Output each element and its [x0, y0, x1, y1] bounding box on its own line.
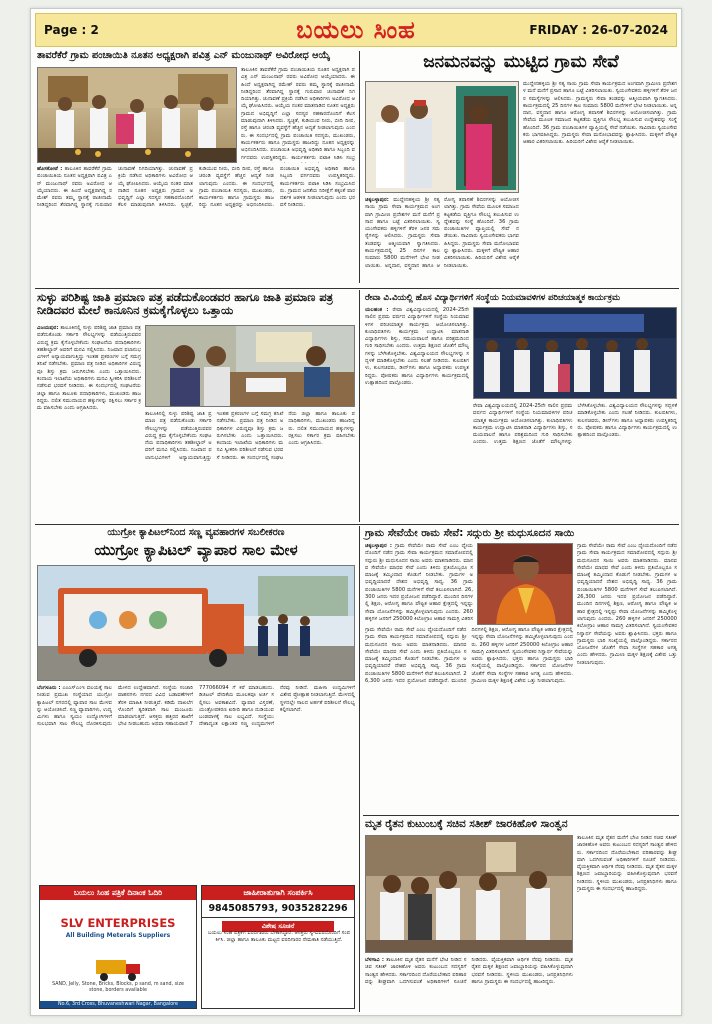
story4-body — [473, 403, 677, 521]
story-minister-condolence — [365, 819, 677, 831]
ad-phone-numbers: 9845085793, 9035282296 — [202, 900, 354, 918]
story-grama-seve — [365, 53, 677, 72]
masthead — [35, 13, 677, 47]
ad-slv-enterprises — [39, 885, 197, 1009]
ad-notice-header: ವಿಶೇಷ ಸೂಚನೆ — [222, 921, 334, 932]
column-rule — [359, 526, 360, 1012]
headline: ಜನಮನವನ್ನು ಮುಟ್ಟಿದ ಗ್ರಾಮ ಸೇವೆ — [423, 52, 619, 72]
story5-body — [37, 685, 355, 881]
body-text: ರೇವಾ ವಿಶ್ವವಿದ್ಯಾಲಯದಲ್ಲಿ 2024-25ನೇ ಸಾಲಿನ ಪ್ರಥಮ ವರ್ಷದ ವಿದ್ಯಾರ್ಥಿಗಳಿಗೆ ಸಂಸ್ಥೆಯ ನಿಯಮಾವಳಿಗಳ ಪರಿಚಯಾತ್ಮಕ ಕಾರ್ಯಕ್ರಮ ಆಯೋಜಿಸಲಾಗಿತ್ತು. ಕುಲಾಧಿಪತಿಗಳು ಕಾರ್ಯಕ್ರಮ ಉದ್ಘಾಟಿಸಿ ಮಾತನಾಡಿ ವಿದ್ಯಾರ್ಥಿಗಳು ಶಿಸ್ತು, ಸಮಯಪಾಲನೆ ಹಾಗೂ ಪರಿಶ್ರಮದಿಂದ ಗುರಿ ಸಾಧಿಸಬೇಕು ಎಂದರು. ಉತ್ತಮ ಶಿಕ್ಷಣದ ಜೊತೆಗೆ ಮೌಲ್ಯಗಳನ್ನು ಬೆಳೆಸಿಕೊಳ್ಳಬೇಕು. ವಿಶ್ವವಿದ್ಯಾಲಯದ ಸೌಲಭ್ಯಗಳನ್ನು ಸದ್ಬಳಕೆ ಮಾಡಿಕೊಳ್ಳಬೇಕು ಎಂದು ಸಲಹೆ ನೀಡಿದರು. ಕುಲಪತಿಗಳು, ಕುಲಸಚಿವರು, ಡೀನ್‌ಗಳು ಹಾಗೂ ಅಧ್ಯಾಪಕರು ಉಪಸ್ಥಿತರಿದ್ದರು. ಪೋಷಕರು ಹಾಗೂ ವಿದ್ಯಾರ್ಥಿಗಳು ಕಾರ್ಯಕ್ರಮದಲ್ಲಿ ಉತ್ಸಾಹದಿಂದ ಪಾಲ್ಗೊಂಡರು. — [473, 403, 677, 446]
body-text: ತಾಲೂಕಿನ ಮೃತ ರೈತನ ಮನೆಗೆ ಭೇಟಿ ನೀಡಿದ ಸಚಿವ ಸತೀಶ್ ಜಾರಕಿಹೊಳಿ ಅವರು ಕುಟುಂಬದ ಸದಸ್ಯರಿಗೆ ಸಾಂತ್ವನ ಹೇಳಿದರು. ಸರ್ಕಾರದಿಂದ ದೊರೆಯಬೇಕಾದ ಪರಿಹಾರವನ್ನು ಶೀಘ್ರವಾಗಿ ಒದಗಿಸುವಂತೆ ಅಧಿಕಾರಿಗಳಿಗೆ ಸೂಚನೆ ನೀಡಿದರು. ವೈಯಕ್ತಿಕವಾಗಿ ಆರ್ಥಿಕ ನೆರವು ನೀಡಿದರು. ಮೃತ ರೈತನ ಮಕ್ಕಳ ಶಿಕ್ಷಣದ ಜವಾಬ್ದಾರಿಯನ್ನು ವಹಿಸಿಕೊಳ್ಳುವುದಾಗಿ ಭರವಸೆ ನೀಡಿದರು. ಸ್ಥಳೀಯ ಮುಖಂಡರು, ಜನಪ್ರತಿನಿಧಿಗಳು ಹಾಗೂ ಗ್ರಾಮಸ್ಥರು ಈ ಸಂದರ್ಭದಲ್ಲಿ ಹಾಜರಿದ್ದರು. — [577, 835, 677, 893]
truck-icon — [94, 952, 144, 982]
body-text: ತಾಲೂಕಿನ ಮೃತ ರೈತನ ಮನೆಗೆ ಭೇಟಿ ನೀಡಿದ ಸಚಿವ ಸತೀಶ್ ಜಾರಕಿಹೊಳಿ ಅವರು ಕುಟುಂಬದ ಸದಸ್ಯರಿಗೆ ಸಾಂತ್ವನ ಹೇಳಿದರು. ಸರ್ಕಾರದಿಂದ ದೊರೆಯಬೇಕಾದ ಪರಿಹಾರವನ್ನು ಶೀಘ್ರವಾಗಿ ಒದಗಿಸುವಂತೆ ಅಧಿಕಾರಿಗಳಿಗೆ ಸೂಚನೆ ನೀಡಿದರು. ವೈಯಕ್ತಿಕವಾಗಿ ಆರ್ಥಿಕ ನೆರವು ನೀಡಿದರು. ಮೃತ ರೈತನ ಮಕ್ಕಳ ಶಿಕ್ಷಣದ ಜವಾಬ್ದಾರಿಯನ್ನು ವಹಿಸಿಕೊಳ್ಳುವುದಾಗಿ ಭರವಸೆ ನೀಡಿದರು. ಸ್ಥಳೀಯ ಮುಖಂಡರು, ಜನಪ್ರತಿನಿಧಿಗಳು ಹಾಗೂ ಗ್ರಾಮಸ್ಥರು ಈ ಸಂದರ್ಭದಲ್ಲಿ ಹಾಜರಿದ್ದರು. — [365, 957, 573, 985]
story6-body — [365, 627, 573, 811]
page-number: Page : 2 — [44, 23, 99, 37]
body-text: ಗ್ರಾಮ ಸೇವೆಯೇ ರಾಮ ಸೇವೆ ಎಂಬ ಧ್ಯೇಯದೊಂದಿಗೆ ನಡೆದ ಗ್ರಾಮ ಸೇವಾ ಕಾರ್ಯಕ್ರಮದ ಸಮಾರೋಪದಲ್ಲಿ ಸದ್ಗುರು ಶ್ರೀ ಮಧುಸೂದನ ಸಾಯಿ ಅವರು ಮಾತನಾಡಿದರು. ಮಾನವ ಸೇವೆಯೇ ಮಾಧವ ಸೇವೆ ಎಂದು ತಿಳಿದು ಪ್ರತಿಯೊಬ್ಬರೂ ಸಮಾಜಕ್ಕೆ ತಮ್ಮಿಂದಾದ ಕೊಡುಗೆ ನೀಡಬೇಕು. ಗ್ರಾಮಗಳ ಅಭಿವೃದ್ಧಿಯಾದರೆ ದೇಶದ ಅಭಿವೃದ್ಧಿ ಸಾಧ್ಯ. 36 ಗ್ರಾಮ ಪಂಚಾಯಿತಿಗಳ 5800 ಮನೆಗಳಿಗೆ ಸೇವೆ ತಲುಪಿಸಲಾಗಿದೆ. 26,300 ಜನರು ಇದರ ಪ್ರಯೋಜನ ಪಡೆದಿದ್ದಾರೆ. ಮುಂದಿನ ದಿನಗಳಲ್ಲಿ ಶಿಕ್ಷಣ, ಆರೋಗ್ಯ ಹಾಗೂ ಪೌಷ್ಟಿಕ ಆಹಾರ ಕ್ಷೇತ್ರದಲ್ಲಿ ಇನ್ನಷ್ಟು ಸೇವಾ ಯೋಜನೆಗಳನ್ನು ಹಮ್ಮಿಕೊಳ್ಳಲಾಗುವುದು ಎಂದರು. 260 ಹಳ್ಳಿಗಳ ಜನರಿಗೆ 250000 ಕಿಲೋಗ್ರಾಂ ಆಹಾರ ಸಾಮಗ್ರಿ ವಿತರಿಸಲಾಗಿದೆ. ಸ್ವಯಂಸೇವಕರ ನಿಸ್ವಾರ್ಥ ಸೇವೆಯನ್ನು ಅವರು ಶ್ಲಾಘಿಸಿದರು. ಭಕ್ತರು ಹಾಗೂ ಗ್ರಾಮಸ್ಥರು ಭಾರಿ ಸಂಖ್ಯೆಯಲ್ಲಿ ಪಾಲ್ಗೊಂಡಿದ್ದರು. ಸರ್ಕಾರದ ಯೋಜನೆಗಳ ಜೊತೆಗೆ ಸೇವಾ ಸಂಸ್ಥೆಗಳ ಸಹಕಾರ ಅಗತ್ಯ ಎಂದು ಹೇಳಿದರು. ಗ್ರಾಮೀಣ ಮಕ್ಕಳ ಶಿಕ್ಷಣಕ್ಕೆ ವಿಶೇಷ ಒತ್ತು ನೀಡಲಾಗುವುದು. — [365, 627, 573, 685]
body-text: ಗ್ರಾಮ ಸೇವೆಯೇ ರಾಮ ಸೇವೆ ಎಂಬ ಧ್ಯೇಯದೊಂದಿಗೆ ನಡೆದ ಗ್ರಾಮ ಸೇವಾ ಕಾರ್ಯಕ್ರಮದ ಸಮಾರೋಪದಲ್ಲಿ ಸದ್ಗುರು ಶ್ರೀ ಮಧುಸೂದನ ಸಾಯಿ ಅವರು ಮಾತನಾಡಿದರು. ಮಾನವ ಸೇವೆಯೇ ಮಾಧವ ಸೇವೆ ಎಂದು ತಿಳಿದು ಪ್ರತಿಯೊಬ್ಬರೂ ಸಮಾಜಕ್ಕೆ ತಮ್ಮಿಂದಾದ ಕೊಡುಗೆ ನೀಡಬೇಕು. ಗ್ರಾಮಗಳ ಅಭಿವೃದ್ಧಿಯಾದರೆ ದೇಶದ ಅಭಿವೃದ್ಧಿ ಸಾಧ್ಯ. 36 ಗ್ರಾಮ ಪಂಚಾಯಿತಿಗಳ 5800 ಮನೆಗಳಿಗೆ ಸೇವೆ ತಲುಪಿಸಲಾಗಿದೆ. 26,300 ಜನರು ಇದರ ಪ್ರಯೋಜನ ಪಡೆದಿದ್ದಾರೆ. ಮುಂದಿನ ದಿನಗಳಲ್ಲಿ ಶಿಕ್ಷಣ, ಆರೋಗ್ಯ ಹಾಗೂ ಪೌಷ್ಟಿಕ ಆಹಾರ ಕ್ಷೇತ್ರದಲ್ಲಿ ಇನ್ನಷ್ಟು ಸೇವಾ ಯೋಜನೆಗಳನ್ನು ಹಮ್ಮಿಕೊಳ್ಳಲಾಗುವುದು ಎಂದರು. 260 ಹಳ್ಳಿಗಳ ಜನರಿಗೆ 250000 ಕಿಲೋಗ್ರಾಂ ಆಹಾರ ಸಾಮಗ್ರಿ ವಿತರಿಸ — [365, 543, 473, 622]
kicker: ಯುಗ್ರೋ ಕ್ಯಾಪಿಟಲ್‌ನಿಂದ ಸಣ್ಣ ವ್ಯವಹಾರಗಳ ಸಬಲೀಕರಣ — [107, 527, 285, 538]
photo-panchayat-felicitation — [37, 67, 237, 163]
newspaper-title: ಬಯಲು ಸಿಂಹ — [296, 16, 416, 44]
story7-body — [365, 957, 573, 1009]
story2-body-right — [523, 81, 677, 285]
story-sadguru-madhusudan-sai — [365, 528, 677, 539]
body-text: ತಾಲೂಕಿನಲ್ಲಿ ಸುಳ್ಳು ಪರಿಶಿಷ್ಟ ಜಾತಿ ಪ್ರಮಾಣ ಪತ್ರ ಪಡೆದುಕೊಂಡು ಸರ್ಕಾರಿ ಸೌಲಭ್ಯಗಳನ್ನು ಪಡೆಯುತ್ತಿರುವವರ ವಿರುದ್ಧ ಕ್ರಮ ಕೈಗೊಳ್ಳಬೇಕೆಂದು ಸಂಘಟನೆಯ ಪದಾಧಿಕಾರಿಗಳು ತಹಶೀಲ್ದಾರ್ ಅವರಿಗೆ ಮನವಿ ಸಲ್ಲಿಸಿದರು. ನಿಜವಾದ ಫಲಾನುಭವಿಗಳಿಗೆ ಅನ್ಯಾಯವಾಗುತ್ತಿದ್ದು ಇಂತಹ ಪ್ರಕರಣಗಳ ಬಗ್ಗೆ ಸಮಗ್ರ ತನಿಖೆ ನಡೆಸಬೇಕು. ಪ್ರಮಾಣ ಪತ್ರ ನೀಡಿದ ಅಧಿಕಾರಿಗಳ ವಿರುದ್ಧವೂ ಶಿಸ್ತು ಕ್ರಮ ಜರುಗಿಸಬೇಕು ಎಂದು ಒತ್ತಾಯಿಸಿದರು. ಕಂದಾಯ ಇಲಾಖೆಯ ಅಧಿಕಾರಿಗಳು ಮನವಿ ಸ್ವೀಕರಿಸಿ ಪರಿಶೀಲನೆ ನಡೆಸುವ ಭರವಸೆ ನೀಡಿದರು. ಈ ಸಂದರ್ಭದಲ್ಲಿ ಸಂಘಟನೆಯ ಜಿಲ್ಲಾ ಹಾಗೂ ತಾಲೂಕು ಪದಾಧಿಕಾರಿಗಳು, ಮುಖಂಡರು ಹಾಜರಿದ್ದರು. ದಲಿತ ಸಮುದಾಯದ ಹಕ್ಕುಗಳನ್ನು ರಕ್ಷಿಸಲು ಸರ್ಕಾರ ಕ್ರಮ ವಹಿಸಬೇಕು ಎಂದು ಆಗ್ರಹಿಸಿದರು. — [37, 325, 141, 412]
story6-body-right — [577, 543, 677, 811]
photo-ugro-van — [37, 565, 355, 681]
photo-condolence-visit — [365, 835, 573, 953]
headline: ರೇವಾ ವಿ.ವಿಯಲ್ಲಿ ಹೊಸ ವಿದ್ಯಾರ್ಥಿಗಳಿಗೆ ಸಂಸ್ಥೆಯ ನಿಯಮಾವಳಿಗಳ ಪರಿಚಯಾತ್ಮಕ ಕಾರ್ಯಕ್ರಮ — [365, 292, 620, 302]
body-text: ಎಂಎಸ್‌ಎಂಇ ವಲಯಕ್ಕೆ ಸಾಲ ನೀಡುವ ಪ್ರಮುಖ ಸಂಸ್ಥೆಯಾದ ಯುಗ್ರೋ ಕ್ಯಾಪಿಟಲ್ ನಗರದಲ್ಲಿ ವ್ಯಾಪಾರ ಸಾಲ ಮೇಳವನ್ನು ಆಯೋಜಿಸಿದೆ. ಸಣ್ಣ ವ್ಯಾಪಾರಿಗಳು, ಉದ್ಯಮಿಗಳು ಹಾಗೂ ಸ್ವಯಂ ಉದ್ಯೋಗಿಗಳಿಗೆ ಸುಲಭವಾಗಿ ಸಾಲ ಸೌಲಭ್ಯ ದೊರಕಿಸುವುದು ಮೇಳದ ಉದ್ದೇಶವಾಗಿದೆ. ಸಂಸ್ಥೆಯ ಸಂಚಾರಿ ವಾಹನಗಳು ನಗರದ ವಿವಿಧ ಬಡಾವಣೆಗಳಿಗೆ ತೆರಳಿ ಮಾಹಿತಿ ನೀಡುತ್ತಿವೆ. ಕಡಿಮೆ ದಾಖಲೆಗಳೊಂದಿಗೆ ತ್ವರಿತವಾಗಿ ಸಾಲ ಮಂಜೂರು ಮಾಡಲಾಗುತ್ತದೆ. ಆಸಕ್ತರು ಹತ್ತಿರದ ಶಾಖೆಗೆ ಭೇಟಿ ನೀಡಬಹುದು ಅಥವಾ ಸಹಾಯವಾಣಿ 7777066094 ಗೆ ಕರೆ ಮಾಡಬಹುದು. ಡಿಜಿಟಲ್ ವೇದಿಕೆಯ ಮೂಲಕವೂ ಅರ್ಜಿ ಸಲ್ಲಿಸಲು ಅವಕಾಶವಿದೆ. ವ್ಯಾಪಾರ ವಿಸ್ತರಣೆ, ಯಂತ್ರೋಪಕರಣ ಖರೀದಿ ಹಾಗೂ ದುಡಿಯುವ ಬಂಡವಾಳಕ್ಕೆ ಸಾಲ ಲಭ್ಯವಿದೆ. ಸಂಸ್ಥೆಯು ದೇಶಾದ್ಯಂತ ಲಕ್ಷಾಂತರ ಸಣ್ಣ ಉದ್ಯಮಗಳಿಗೆ ನೆರವು ನೀಡಿದೆ. ಮಹಿಳಾ ಉದ್ಯಮಿಗಳಿಗೆ ವಿಶೇಷ ಪ್ರೋತ್ಸಾಹ ನೀಡಲಾಗುತ್ತಿದೆ. ಮೇಳದಲ್ಲಿ ಸ್ಥಳದಲ್ಲೇ ಸಾಲದ ಅರ್ಹತೆ ಪರಿಶೀಲನೆ ಸೌಲಭ್ಯ ಕಲ್ಪಿಸಲಾಗಿದೆ. — [37, 685, 355, 728]
story1-body — [37, 166, 355, 284]
headline: ಸುಳ್ಳು ಪರಿಶಿಷ್ಟ ಜಾತಿ ಪ್ರಮಾಣ ಪತ್ರ ಪಡೆದುಕೊಂಡವರ ಹಾಗೂ ಜಾತಿ ಪ್ರಮಾಣ ಪತ್ರ ನೀಡಿದವರ ಮೇಲೆ ಕಾನೂನಿನ ಕ್ರಮಕೈಗೊಳ್ಳಲು ಒತ್ತಾಯ — [37, 291, 333, 317]
headline: ಮೃತ ರೈತನ ಕುಟುಂಬಕ್ಕೆ ಸಚಿವ ಸತೀಶ್ ಜಾರಕಿಹೊಳಿ ಸಾಂತ್ವನ — [365, 818, 568, 830]
section-rule — [35, 288, 679, 289]
dateline: ಬೆಳಗಾವಿ : — [365, 957, 384, 963]
story2-body — [365, 197, 519, 285]
dateline: ಚಿಕ್ಕಬಳ್ಳಾಪುರ : — [365, 543, 392, 549]
dateline: ಚಿಕ್ಕಬಳ್ಳಾಪುರ: — [365, 197, 389, 203]
column-rule — [359, 51, 360, 283]
ad-notice-text: ಬಯಲು ಸಿಂಹ ಪತ್ರಿಕೆಗೆ ವರದಿಗಾರರು ಬೇಕಾಗಿದ್ದಾರೆ. ಆಸಕ್ತರು ಸ್ವ-ವಿವರದೊಂದಿಗೆ ಸಂಪರ್ಕಿಸಿ. ಜಿಲ್ಲಾ ಹಾಗೂ ತಾಲೂಕು ಮಟ್ಟದ ವರದಿಗಾರರ ನೇಮಕಾತಿ ನಡೆಯುತ್ತಿದೆ. — [207, 930, 351, 944]
ad-classified — [201, 885, 355, 1009]
ad-tagline: All Building Meterals Suppliers — [65, 932, 171, 939]
photo-reva-event — [473, 307, 677, 399]
photo-memorandum-submission — [145, 325, 355, 407]
ad-address: No.6, 3rd Cross, Bhuvaneshwari Nagar, Bangalore — [40, 1001, 196, 1008]
headline: ತಾವರೆಕೆರೆ ಗ್ರಾಮ ಪಂಚಾಯಿತಿ ನೂತನ ಅಧ್ಯಕ್ಷರಾಗಿ ಪವಿತ್ರ ಎನ್ ಮಂಜುನಾಥ್ ಅವಿರೋಧ ಆಯ್ಕೆ — [37, 50, 331, 61]
photo-sadguru — [477, 543, 573, 625]
newspaper-page — [30, 8, 682, 1016]
body-text: ಗ್ರಾಮ ಸೇವೆಯೇ ರಾಮ ಸೇವೆ ಎಂಬ ಧ್ಯೇಯದೊಂದಿಗೆ ನಡೆದ ಗ್ರಾಮ ಸೇವಾ ಕಾರ್ಯಕ್ರಮದ ಸಮಾರೋಪದಲ್ಲಿ ಸದ್ಗುರು ಶ್ರೀ ಮಧುಸೂದನ ಸಾಯಿ ಅವರು ಮಾತನಾಡಿದರು. ಮಾನವ ಸೇವೆಯೇ ಮಾಧವ ಸೇವೆ ಎಂದು ತಿಳಿದು ಪ್ರತಿಯೊಬ್ಬರೂ ಸಮಾಜಕ್ಕೆ ತಮ್ಮಿಂದಾದ ಕೊಡುಗೆ ನೀಡಬೇಕು. ಗ್ರಾಮಗಳ ಅಭಿವೃದ್ಧಿಯಾದರೆ ದೇಶದ ಅಭಿವೃದ್ಧಿ ಸಾಧ್ಯ. 36 ಗ್ರಾಮ ಪಂಚಾಯಿತಿಗಳ 5800 ಮನೆಗಳಿಗೆ ಸೇವೆ ತಲುಪಿಸಲಾಗಿದೆ. 26,300 ಜನರು ಇದರ ಪ್ರಯೋಜನ ಪಡೆದಿದ್ದಾರೆ. ಮುಂದಿನ ದಿನಗಳಲ್ಲಿ ಶಿಕ್ಷಣ, ಆರೋಗ್ಯ ಹಾಗೂ ಪೌಷ್ಟಿಕ ಆಹಾರ ಕ್ಷೇತ್ರದಲ್ಲಿ ಇನ್ನಷ್ಟು ಸೇವಾ ಯೋಜನೆಗಳನ್ನು ಹಮ್ಮಿಕೊಳ್ಳಲಾಗುವುದು ಎಂದರು. 260 ಹಳ್ಳಿಗಳ ಜನರಿಗೆ 250000 ಕಿಲೋಗ್ರಾಂ ಆಹಾರ ಸಾಮಗ್ರಿ ವಿತರಿಸಲಾಗಿದೆ. ಸ್ವಯಂಸೇವಕರ ನಿಸ್ವಾರ್ಥ ಸೇವೆಯನ್ನು ಅವರು ಶ್ಲಾಘಿಸಿದರು. ಭಕ್ತರು ಹಾಗೂ ಗ್ರಾಮಸ್ಥರು ಭಾರಿ ಸಂಖ್ಯೆಯಲ್ಲಿ ಪಾಲ್ಗೊಂಡಿದ್ದರು. ಸರ್ಕಾರದ ಯೋಜನೆಗಳ ಜೊತೆಗೆ ಸೇವಾ ಸಂಸ್ಥೆಗಳ ಸಹಕಾರ ಅಗತ್ಯ ಎಂದು ಹೇಳಿದರು. ಗ್ರಾಮೀಣ ಮಕ್ಕಳ ಶಿಕ್ಷಣಕ್ಕೆ ವಿಶೇಷ ಒತ್ತು ನೀಡಲಾಗುವುದು. — [577, 543, 677, 666]
story6-body-col1 — [365, 543, 473, 623]
ad-company-name: SLV ENTERPRISES — [60, 916, 176, 930]
story3-body-col1 — [37, 325, 141, 521]
body-text: ಮುದ್ದೇನಹಳ್ಳಿಯ ಶ್ರೀ ಸತ್ಯ ಸಾಯಿ ಗ್ರಾಮ ಸೇವಾ ಕಾರ್ಯಕ್ರಮದ ಅಂಗವಾಗಿ ಗ್ರಾಮೀಣ ಪ್ರದೇಶಗಳ ಮನೆ ಮನೆಗೆ ಪ್ರಸಾದ ಹಾಗೂ ಬಟ್ಟೆ ವಿತರಿಸಲಾಯಿತು. ಸ್ವಯಂಸೇವಕರು ಹಳ್ಳಿಗಳಿಗೆ ತೆರಳಿ ಜನರ ಸಮಸ್ಯೆಗಳನ್ನು ಆಲಿಸಿದರು. ಗ್ರಾಮಸ್ಥರು ಸೇವಾ ತಂಡವನ್ನು ಆತ್ಮೀಯವಾಗಿ ಸ್ವಾಗತಿಸಿದರು. ಕಾರ್ಯಕ್ರಮದಲ್ಲಿ 25 ದಿನಗಳ ಕಾಲ ಸುಮಾರು 5800 ಮನೆಗಳಿಗೆ ಭೇಟಿ ನೀಡಲಾಯಿತು. ಅನ್ನದಾನ, ವಸ್ತ್ರದಾನ ಹಾಗೂ ಆರೋಗ್ಯ ತಪಾಸಣೆ ಶಿಬಿರಗಳನ್ನು ಆಯೋಜಿಸಲಾಗಿತ್ತು. ಗ್ರಾಮ ಸೇವೆಯ ಮೂಲಕ ಸಮಾಜದ ಕಟ್ಟಕಡೆಯ ವ್ಯಕ್ತಿಗೂ ಸೌಲಭ್ಯ ತಲುಪಿಸುವ ಉದ್ದೇಶವನ್ನು ಸಂಸ್ಥೆ ಹೊಂದಿದೆ. 36 ಗ್ರಾಮ ಪಂಚಾಯಿತಿಗಳ ವ್ಯಾಪ್ತಿಯಲ್ಲಿ ಸೇವೆ ನಡೆಯಿತು. ಸಾವಿರಾರು ಸ್ವಯಂಸೇವಕರು ಭಾಗವಹಿಸಿದ್ದರು. ಗ್ರಾಮಸ್ಥರು ಸೇವಾ ಮನೋಭಾವವನ್ನು ಶ್ಲಾಘಿಸಿದರು. ಮಕ್ಕಳಿಗೆ ಪೌಷ್ಟಿಕ ಆಹಾರ ವಿತರಿಸಲಾಯಿತು. ಹಿರಿಯರಿಗೆ ವಿಶೇಷ ಆರೈಕೆ ನೀಡಲಾಯಿತು. — [365, 197, 519, 269]
section-rule — [363, 815, 679, 816]
story-caste-certificate — [37, 292, 355, 317]
story-panchayat-president — [37, 51, 355, 62]
ad-items: SAND, Jelly, Stone, Bricks, Blocks, p sand, m sand, size stone, borders available — [52, 982, 184, 993]
headline: ಗ್ರಾಮ ಸೇವೆಯೇ ರಾಮ ಸೇವೆ: ಸದ್ಗುರು ಶ್ರೀ ಮಧುಸೂದನ ಸಾಯಿ — [365, 528, 575, 539]
ad-header: ಬಯಲು ಸಿಂಹ ಪತ್ರಿಕೆ ದಿನಾಂಕ ಓದಿರಿ — [40, 886, 196, 900]
section-rule — [35, 524, 679, 525]
story-reva-university — [365, 293, 677, 302]
story7-body-right — [577, 835, 677, 1009]
column-rule — [359, 290, 360, 522]
story3-body — [145, 411, 355, 521]
issue-date: FRIDAY : 26-07-2024 — [529, 23, 668, 37]
headline: ಯುಗ್ರೋ ಕ್ಯಾಪಿಟಲ್ ವ್ಯಾಪಾರ ಸಾಲ ಮೇಳ — [94, 540, 298, 559]
photo-grama-seve — [365, 81, 519, 193]
ad-contact-header: ಜಾಹೀರಾತುಗಾಗಿ ಸಂಪರ್ಕಿಸಿ — [202, 886, 354, 900]
story-ugro-capital — [37, 528, 355, 559]
body-text: ಮುದ್ದೇನಹಳ್ಳಿಯ ಶ್ರೀ ಸತ್ಯ ಸಾಯಿ ಗ್ರಾಮ ಸೇವಾ ಕಾರ್ಯಕ್ರಮದ ಅಂಗವಾಗಿ ಗ್ರಾಮೀಣ ಪ್ರದೇಶಗಳ ಮನೆ ಮನೆಗೆ ಪ್ರಸಾದ ಹಾಗೂ ಬಟ್ಟೆ ವಿತರಿಸಲಾಯಿತು. ಸ್ವಯಂಸೇವಕರು ಹಳ್ಳಿಗಳಿಗೆ ತೆರಳಿ ಜನರ ಸಮಸ್ಯೆಗಳನ್ನು ಆಲಿಸಿದರು. ಗ್ರಾಮಸ್ಥರು ಸೇವಾ ತಂಡವನ್ನು ಆತ್ಮೀಯವಾಗಿ ಸ್ವಾಗತಿಸಿದರು. ಕಾರ್ಯಕ್ರಮದಲ್ಲಿ 25 ದಿನಗಳ ಕಾಲ ಸುಮಾರು 5800 ಮನೆಗಳಿಗೆ ಭೇಟಿ ನೀಡಲಾಯಿತು. ಅನ್ನದಾನ, ವಸ್ತ್ರದಾನ ಹಾಗೂ ಆರೋಗ್ಯ ತಪಾಸಣೆ ಶಿಬಿರಗಳನ್ನು ಆಯೋಜಿಸಲಾಗಿತ್ತು. ಗ್ರಾಮ ಸೇವೆಯ ಮೂಲಕ ಸಮಾಜದ ಕಟ್ಟಕಡೆಯ ವ್ಯಕ್ತಿಗೂ ಸೌಲಭ್ಯ ತಲುಪಿಸುವ ಉದ್ದೇಶವನ್ನು ಸಂಸ್ಥೆ ಹೊಂದಿದೆ. 36 ಗ್ರಾಮ ಪಂಚಾಯಿತಿಗಳ ವ್ಯಾಪ್ತಿಯಲ್ಲಿ ಸೇವೆ ನಡೆಯಿತು. ಸಾವಿರಾರು ಸ್ವಯಂಸೇವಕರು ಭಾಗವಹಿಸಿದ್ದರು. ಗ್ರಾಮಸ್ಥರು ಸೇವಾ ಮನೋಭಾವವನ್ನು ಶ್ಲಾಘಿಸಿದರು. ಮಕ್ಕಳಿಗೆ ಪೌಷ್ಟಿಕ ಆಹಾರ ವಿತರಿಸಲಾಯಿತು. ಹಿರಿಯರಿಗೆ ವಿಶೇಷ ಆರೈಕೆ ನೀಡಲಾಯಿತು. — [523, 81, 677, 146]
dateline: ವಿಜಯಪುರ: — [37, 325, 59, 331]
story1-body-col1: ತಾಲೂಕಿನ ತಾವರೆಕೆರೆ ಗ್ರಾಮ ಪಂಚಾಯಿತಿಯ ನೂತನ ಅಧ್ಯಕ್ಷರಾಗಿ ಪವಿತ್ರ ಎನ್ ಮಂಜುನಾಥ್ ರವರು ಅವಿರೋಧ ಆಯ್ಕೆಯಾದರು. ಈ ಹಿಂದೆ ಅಧ್ಯಕ್ಷರಾಗಿದ್ದ ರಮೇಶ್ ರವರು ತಮ್ಮ ಸ್ಥಾನಕ್ಕೆ ರಾಜೀನಾಮೆ ನೀಡಿದ್ದರಿಂದ ತೆರವಾಗಿದ್ದ ಸ್ಥಾನಕ್ಕೆ ಗುರುವಾರ ಚುನಾವಣೆ ನಿಗದಿಯಾಗಿತ್ತು. ಚುನಾವಣೆ ಪ್ರಕ್ರಿಯೆ ನಡೆಸಿದ ಅಧಿಕಾರಿಗಳು ಅವಿರೋಧ ಆಯ್ಕೆ ಘೋಷಿಸಿದರು. ಆಯ್ಕೆಯ ನಂತರ ಮಾತನಾಡಿದ ನೂತನ ಅಧ್ಯಕ್ಷರು ಗ್ರಾಮದ ಅಭಿವೃದ್ಧಿಗೆ ಎಲ್ಲಾ ಸದಸ್ಯರ ಸಹಕಾರದೊಂದಿಗೆ ಕೆಲಸ ಮಾಡುವುದಾಗಿ ತಿಳಿಸಿದರು. ಸ್ವಚ್ಛತೆ, ಕುಡಿಯುವ ನೀರು, ಬೀದಿ ದೀಪ, ರಸ್ತೆ ಹಾಗೂ ಚರಂಡಿ ವ್ಯವಸ್ಥೆಗೆ ಹೆಚ್ಚಿನ ಆದ್ಯತೆ ನೀಡಲಾಗುವುದು ಎಂದರು. ಈ ಸಂದರ್ಭದಲ್ಲಿ ಗ್ರಾಮ ಪಂಚಾಯಿತಿ ಸದಸ್ಯರು, ಮುಖಂಡರು, ಕಾರ್ಯಕರ್ತರು ಹಾಗೂ ಗ್ರಾಮಸ್ಥರು ಹಾಜರಿದ್ದು ನೂತನ ಅಧ್ಯಕ್ಷರನ್ನು ಅಭಿನಂದಿಸಿದರು. ಪಂಚಾಯಿತಿ ಅಭಿವೃದ್ಧಿ ಅಧಿಕಾರಿ ಹಾಗೂ ಸಿಬ್ಬಂದಿ ವರ್ಗದವರು ಉಪಸ್ಥಿತರಿದ್ದರು. ಕಾರ್ಯಕರ್ತರು ಪಟಾಕಿ ಸಿಡಿಸಿ ಸಂಭ್ರ — [241, 67, 355, 161]
dateline: ಬೆಂಗಳೂರು : — [37, 685, 61, 691]
body-text: ತಾಲೂಕಿನ ತಾವರೆಕೆರೆ ಗ್ರಾಮ ಪಂಚಾಯಿತಿಯ ನೂತನ ಅಧ್ಯಕ್ಷರಾಗಿ ಪವಿತ್ರ ಎನ್ ಮಂಜುನಾಥ್ ರವರು ಅವಿರೋಧ ಆಯ್ಕೆಯಾದರು. ಈ ಹಿಂದೆ ಅಧ್ಯಕ್ಷರಾಗಿದ್ದ ರಮೇಶ್ ರವರು ತಮ್ಮ ಸ್ಥಾನಕ್ಕೆ ರಾಜೀನಾಮೆ ನೀಡಿದ್ದರಿಂದ ತೆರವಾಗಿದ್ದ ಸ್ಥಾನಕ್ಕೆ ಗುರುವಾರ ಚುನಾವಣೆ ನಿಗದಿಯಾಗಿತ್ತು. ಚುನಾವಣೆ ಪ್ರಕ್ರಿಯೆ ನಡೆಸಿದ ಅಧಿಕಾರಿಗಳು ಅವಿರೋಧ ಆಯ್ಕೆ ಘೋಷಿಸಿದರು. ಆಯ್ಕೆಯ ನಂತರ ಮಾತನಾಡಿದ ನೂತನ ಅಧ್ಯಕ್ಷರು ಗ್ರಾಮದ ಅಭಿವೃದ್ಧಿಗೆ ಎಲ್ಲಾ ಸದಸ್ಯರ ಸಹಕಾರದೊಂದಿಗೆ ಕೆಲಸ ಮಾಡುವುದಾಗಿ ತಿಳಿಸಿದರು. ಸ್ವಚ್ಛತೆ, ಕುಡಿಯುವ ನೀರು, ಬೀದಿ ದೀಪ, ರಸ್ತೆ ಹಾಗೂ ಚರಂಡಿ ವ್ಯವಸ್ಥೆಗೆ ಹೆಚ್ಚಿನ ಆದ್ಯತೆ ನೀಡಲಾಗುವುದು ಎಂದರು. ಈ ಸಂದರ್ಭದಲ್ಲಿ ಗ್ರಾಮ ಪಂಚಾಯಿತಿ ಸದಸ್ಯರು, ಮುಖಂಡರು, ಕಾರ್ಯಕರ್ತರು ಹಾಗೂ ಗ್ರಾಮಸ್ಥರು ಹಾಜರಿದ್ದು ನೂತನ ಅಧ್ಯಕ್ಷರನ್ನು ಅಭಿನಂದಿಸಿದರು. ಪಂಚಾಯಿತಿ ಅಭಿವೃದ್ಧಿ ಅಧಿಕಾರಿ ಹಾಗೂ ಸಿಬ್ಬಂದಿ ವರ್ಗದವರು ಉಪಸ್ಥಿತರಿದ್ದರು. ಕಾರ್ಯಕರ್ತರು ಪಟಾಕಿ ಸಿಡಿಸಿ ಸಂಭ್ರಮಿಸಿದರು. ಗ್ರಾಮದ ಜನತೆಯ ನಿರೀಕ್ಷೆಗೆ ತಕ್ಕಂತೆ ಪಾರದರ್ಶಕ ಆಡಳಿತ ನೀಡಲಾಗುವುದು ಎಂದು ಭರವಸೆ ನೀಡಿದರು. — [37, 166, 355, 209]
body-text: ತಾಲೂಕಿನಲ್ಲಿ ಸುಳ್ಳು ಪರಿಶಿಷ್ಟ ಜಾತಿ ಪ್ರಮಾಣ ಪತ್ರ ಪಡೆದುಕೊಂಡು ಸರ್ಕಾರಿ ಸೌಲಭ್ಯಗಳನ್ನು ಪಡೆಯುತ್ತಿರುವವರ ವಿರುದ್ಧ ಕ್ರಮ ಕೈಗೊಳ್ಳಬೇಕೆಂದು ಸಂಘಟನೆಯ ಪದಾಧಿಕಾರಿಗಳು ತಹಶೀಲ್ದಾರ್ ಅವರಿಗೆ ಮನವಿ ಸಲ್ಲಿಸಿದರು. ನಿಜವಾದ ಫಲಾನುಭವಿಗಳಿಗೆ ಅನ್ಯಾಯವಾಗುತ್ತಿದ್ದು ಇಂತಹ ಪ್ರಕರಣಗಳ ಬಗ್ಗೆ ಸಮಗ್ರ ತನಿಖೆ ನಡೆಸಬೇಕು. ಪ್ರಮಾಣ ಪತ್ರ ನೀಡಿದ ಅಧಿಕಾರಿಗಳ ವಿರುದ್ಧವೂ ಶಿಸ್ತು ಕ್ರಮ ಜರುಗಿಸಬೇಕು ಎಂದು ಒತ್ತಾಯಿಸಿದರು. ಕಂದಾಯ ಇಲಾಖೆಯ ಅಧಿಕಾರಿಗಳು ಮನವಿ ಸ್ವೀಕರಿಸಿ ಪರಿಶೀಲನೆ ನಡೆಸುವ ಭರವಸೆ ನೀಡಿದರು. ಈ ಸಂದರ್ಭದಲ್ಲಿ ಸಂಘಟನೆಯ ಜಿಲ್ಲಾ ಹಾಗೂ ತಾಲೂಕು ಪದಾಧಿಕಾರಿಗಳು, ಮುಖಂಡರು ಹಾಜರಿದ್ದರು. ದಲಿತ ಸಮುದಾಯದ ಹಕ್ಕುಗಳನ್ನು ರಕ್ಷಿಸಲು ಸರ್ಕಾರ ಕ್ರಮ ವಹಿಸಬೇಕು ಎಂದು ಆಗ್ರಹಿಸಿದರು. — [145, 411, 355, 461]
body-text: ರೇವಾ ವಿಶ್ವವಿದ್ಯಾಲಯದಲ್ಲಿ 2024-25ನೇ ಸಾಲಿನ ಪ್ರಥಮ ವರ್ಷದ ವಿದ್ಯಾರ್ಥಿಗಳಿಗೆ ಸಂಸ್ಥೆಯ ನಿಯಮಾವಳಿಗಳ ಪರಿಚಯಾತ್ಮಕ ಕಾರ್ಯಕ್ರಮ ಆಯೋಜಿಸಲಾಗಿತ್ತು. ಕುಲಾಧಿಪತಿಗಳು ಕಾರ್ಯಕ್ರಮ ಉದ್ಘಾಟಿಸಿ ಮಾತನಾಡಿ ವಿದ್ಯಾರ್ಥಿಗಳು ಶಿಸ್ತು, ಸಮಯಪಾಲನೆ ಹಾಗೂ ಪರಿಶ್ರಮದಿಂದ ಗುರಿ ಸಾಧಿಸಬೇಕು ಎಂದರು. ಉತ್ತಮ ಶಿಕ್ಷಣದ ಜೊತೆಗೆ ಮೌಲ್ಯಗಳನ್ನು ಬೆಳೆಸಿಕೊಳ್ಳಬೇಕು. ವಿಶ್ವವಿದ್ಯಾಲಯದ ಸೌಲಭ್ಯಗಳನ್ನು ಸದ್ಬಳಕೆ ಮಾಡಿಕೊಳ್ಳಬೇಕು ಎಂದು ಸಲಹೆ ನೀಡಿದರು. ಕುಲಪತಿಗಳು, ಕುಲಸಚಿವರು, ಡೀನ್‌ಗಳು ಹಾಗೂ ಅಧ್ಯಾಪಕರು ಉಪಸ್ಥಿತರಿದ್ದರು. ಪೋಷಕರು ಹಾಗೂ ವಿದ್ಯಾರ್ಥಿಗಳು ಕಾರ್ಯಕ್ರಮದಲ್ಲಿ ಉತ್ಸಾಹದಿಂದ ಪಾಲ್ಗೊಂಡರು. — [365, 307, 469, 386]
dateline: ಹೊಸಕೋಟೆ : — [37, 166, 63, 172]
dateline: ಯಲಹಂಕ : — [365, 307, 389, 313]
story4-body-col1 — [365, 307, 469, 521]
